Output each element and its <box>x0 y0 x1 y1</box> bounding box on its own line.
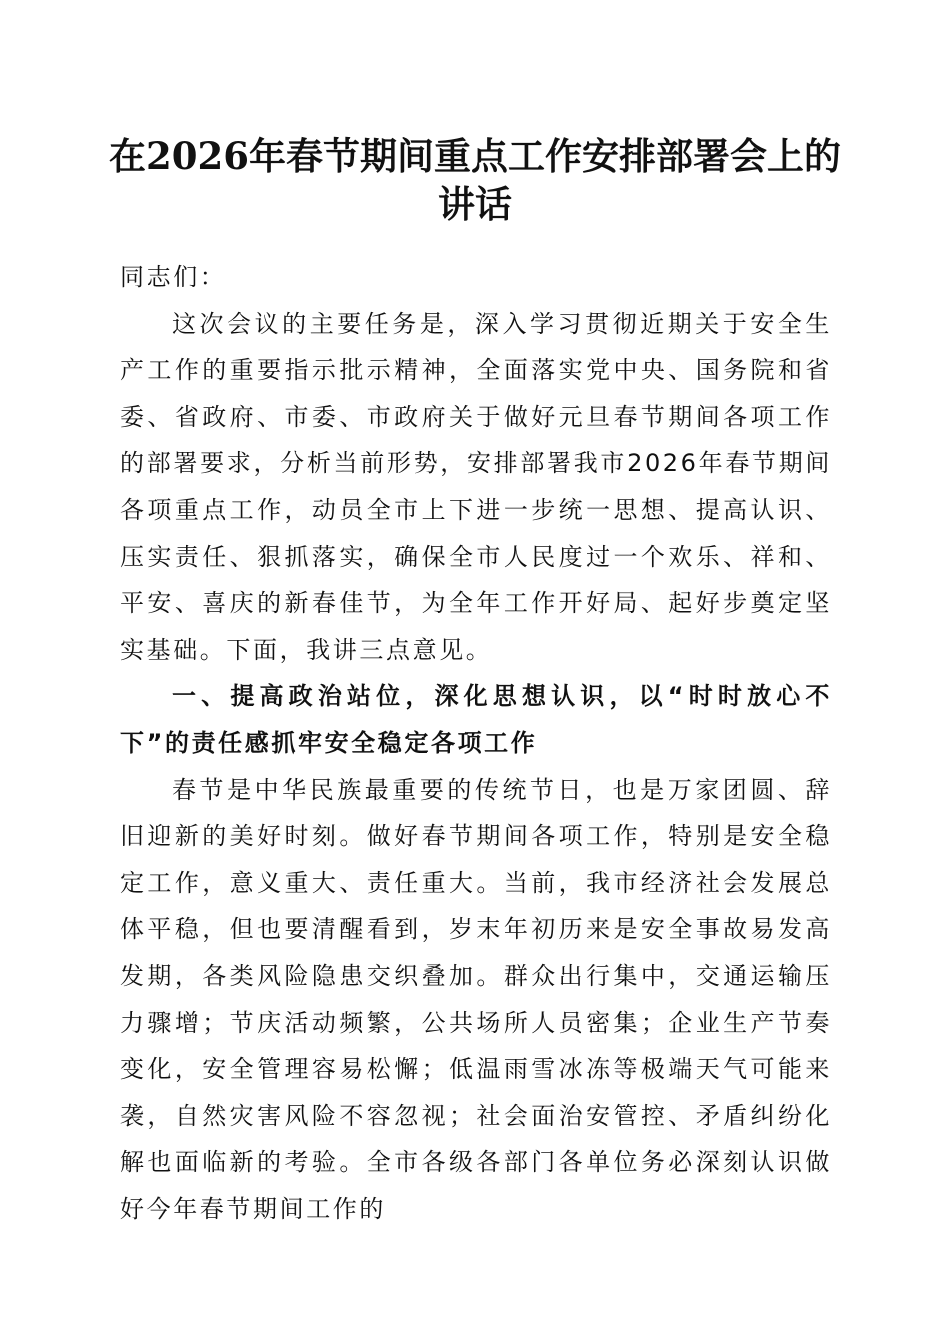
title-line-1: 在2026年春节期间重点工作安排部署会上的 <box>109 134 841 178</box>
paragraph-intro: 这次会议的主要任务是，深入学习贯彻近期关于安全生产工作的重要指示批示精神，全面落实党中央、国务院和省委、省政府、市委、市政府关于做好元旦春节期间各项工作的部署要求，分析当前形势，安排部署我市2026年春节期间各项重点工作，动员全市上下进一步统一思想、提高认识、压实责任、狠抓落实，确保全市人民度过一个欢乐、祥和、平安、喜庆的新春佳节，为全年工作开好局、起好步奠定坚实基础。下面，我讲三点意见。 <box>120 309 832 664</box>
paragraph-section-1: 春节是中华民族最重要的传统节日，也是万家团圆、辞旧迎新的美好时刻。做好春节期间各项工作，特别是安全稳定工作，意义重大、责任重大。当前，我市经济社会发展总体平稳，但也要清醒看到，岁末年初历来是安全事故易发高发期，各类风险隐患交织叠加。群众出行集中，交通运输压力骤增；节庆活动频繁，公共场所人员密集；企业生产节奏变化，安全管理容易松懈；低温雨雪冰冻等极端天气可能来袭，自然灾害风险不容忽视；社会面治安管控、矛盾纠纷化解也面临新的考验。全市各级各部门各单位务必深刻认识做好今年春节期间工作的 <box>120 775 832 1223</box>
salutation: 同志们： <box>120 263 227 291</box>
page-title <box>100 132 850 228</box>
section-heading-1: 一、提高政治站位，深化思想认识，以“时时放心不下”的责任感抓牢安全稳定各项工作 <box>120 682 832 757</box>
title-line-2: 讲话 <box>438 182 512 226</box>
document-body <box>120 254 832 1232</box>
